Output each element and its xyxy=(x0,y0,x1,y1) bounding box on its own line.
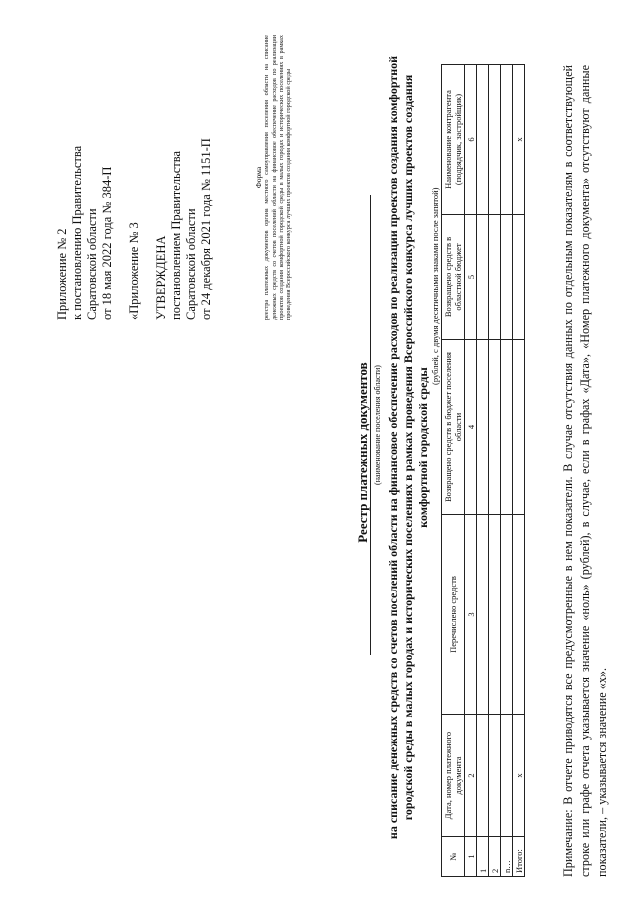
table-cell xyxy=(489,340,501,515)
column-header: № xyxy=(442,837,465,877)
table-cell xyxy=(477,340,489,515)
column-number: 6 xyxy=(465,65,477,215)
column-header: Возвращено средств в бюджет поселения области xyxy=(442,340,465,515)
region-caption: (наименование поселения области) xyxy=(373,365,382,485)
column-number: 1 xyxy=(465,837,477,877)
table-row xyxy=(477,65,489,877)
table-cell xyxy=(501,340,513,515)
approval-line: Саратовской области xyxy=(184,208,198,320)
table-cell: 2 xyxy=(489,837,501,877)
appendix-line: Саратовской области xyxy=(85,208,99,320)
table-row xyxy=(489,65,501,877)
table-cell xyxy=(513,340,525,515)
appendix-line: к постановлению Правительства xyxy=(70,145,84,320)
table-cell xyxy=(501,715,513,837)
column-number: 4 xyxy=(465,340,477,515)
approval-line: постановлением Правительства xyxy=(169,150,183,320)
table-cell: x xyxy=(513,65,525,215)
table-cell: n… xyxy=(501,837,513,877)
table-cell xyxy=(513,515,525,715)
appendix-block xyxy=(55,138,214,320)
form-block xyxy=(255,35,292,320)
appendix-line: Приложение № 2 xyxy=(55,228,69,320)
footnote: Примечание: В отчете приводятся все предусмотренные в нем показатели. В случае отсутствия данных по отдельным показателям в соответствующей строке или графе отчета указывается значение «ноль» (рублей), в случае, если в графах «Дата», «Номер платежного документа» отсутствуют данные показатели, – указывается значение «x». xyxy=(561,65,609,877)
appendix-line: «Приложение № 3 xyxy=(127,222,141,320)
table-header-row xyxy=(442,65,465,877)
table-cell: 1 xyxy=(477,837,489,877)
column-header: Дата, номер платежного документа xyxy=(442,715,465,837)
column-number: 2 xyxy=(465,715,477,837)
table-cell: x xyxy=(513,715,525,837)
register-table xyxy=(441,64,525,877)
total-label: Итого: xyxy=(513,837,525,877)
appendix-line: от 18 мая 2022 года № 384-П xyxy=(100,166,114,320)
column-header: Перечислено средств xyxy=(442,515,465,715)
region-underline xyxy=(370,195,371,655)
table-cell xyxy=(489,215,501,340)
total-row xyxy=(513,65,525,877)
form-label: Форма xyxy=(254,166,263,189)
table-cell xyxy=(501,65,513,215)
form-description: реестра платежных документов органа местного самоуправления поселения области на списание денежных средств со счетов поселений области на финансовое обеспечение расходов по реализации проектов создания комфортной городской среды в малых городах и исторических поселениях в рамках проведения Всероссийского конкурса лучших проектов создания комфортной городской среды xyxy=(263,35,293,320)
column-number-row xyxy=(465,65,477,877)
table-cell xyxy=(477,515,489,715)
units-caption: (рублей, с двумя десятичными знаками после запятой) xyxy=(430,187,440,385)
column-number: 3 xyxy=(465,515,477,715)
table-cell xyxy=(489,515,501,715)
column-number: 5 xyxy=(465,215,477,340)
table-cell xyxy=(477,65,489,215)
table-row xyxy=(501,65,513,877)
table-cell xyxy=(513,215,525,340)
table-cell xyxy=(501,515,513,715)
approval-line: УТВЕРЖДЕНА xyxy=(154,235,168,320)
column-header: Наименование контрагента (подрядчик, застройщик) xyxy=(442,65,465,215)
table-cell xyxy=(477,215,489,340)
table-cell xyxy=(501,215,513,340)
table-cell xyxy=(489,65,501,215)
approval-line: от 24 декабря 2021 года № 1151-П xyxy=(199,138,213,320)
table-cell xyxy=(489,715,501,837)
table-cell xyxy=(477,715,489,837)
document-subject: на списание денежных средств со счетов поселений области на финансовое обеспечение расходов по реализации проектов создания комфортной городской среды в малых городах и исторических поселениях в рамках проведения Всероссийского конкурса лучших проектов создания комфортной городской среды xyxy=(386,55,430,840)
column-header: Возвращено средств в областной бюджет xyxy=(442,215,465,340)
document-title: Реестр платежных документов xyxy=(355,362,370,543)
